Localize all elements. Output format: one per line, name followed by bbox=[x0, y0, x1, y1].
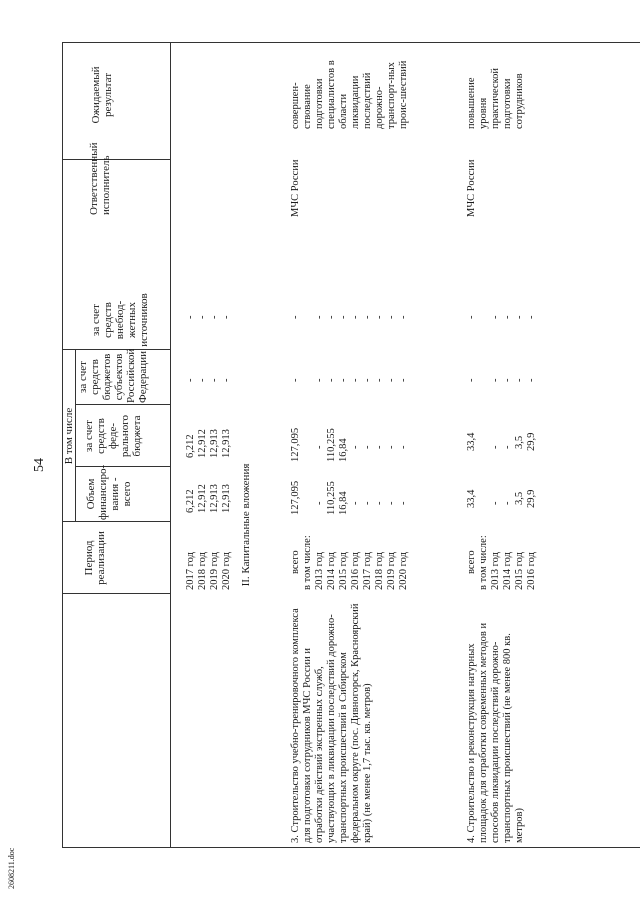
cont-federal-2: 12,912 bbox=[197, 429, 208, 458]
item3-volume-2019: - bbox=[386, 501, 397, 505]
item4-volume-total: 33,4 bbox=[466, 489, 477, 508]
col-divider-volume bbox=[62, 521, 170, 522]
item4-regional-2013: - bbox=[490, 378, 501, 382]
item4-period-incl: в том числе: bbox=[478, 535, 489, 590]
cont-regional-1: - bbox=[185, 378, 196, 382]
item4-description: 4. Строительство и реконструкция натурных площадок для отработки современных методов и способов ликвидации последствий дорожно-транспортных происшествий (не менее 800 кв. метров) bbox=[466, 622, 525, 843]
item3-regional-total: - bbox=[290, 378, 301, 382]
cont-volume-3: 12,913 bbox=[209, 484, 220, 513]
item4-executor: МЧС России bbox=[466, 159, 477, 217]
cont-extra-3: - bbox=[209, 315, 220, 319]
item4-extra-total: - bbox=[466, 315, 477, 319]
header-executor: Ответственный исполнитель bbox=[88, 142, 112, 215]
header-result: Ожидаемый результат bbox=[90, 66, 114, 124]
cont-extra-4: - bbox=[221, 315, 232, 319]
header-extra: за счет средств внебюд-жетных источников bbox=[90, 293, 150, 347]
col-divider-executor bbox=[62, 159, 170, 160]
item3-federal-2015: 16,84 bbox=[338, 438, 349, 462]
item3-volume-2015: 16,84 bbox=[338, 491, 349, 515]
item3-period-2018: 2018 год bbox=[374, 552, 385, 590]
item4-regional-total: - bbox=[466, 378, 477, 382]
item3-regional-2019: - bbox=[386, 378, 397, 382]
item3-period-2013: 2013 год bbox=[314, 552, 325, 590]
item3-volume-2014: 110,255 bbox=[326, 481, 337, 515]
header-including: В том числе bbox=[63, 407, 75, 465]
item4-extra-2013: - bbox=[490, 315, 501, 319]
header-federal: за счет средств феде-рального бюджета bbox=[83, 414, 143, 458]
item4-volume-2016: 29,9 bbox=[526, 489, 537, 508]
cont-extra-1: - bbox=[185, 315, 196, 319]
item3-extra-2017: - bbox=[362, 315, 373, 319]
cont-volume-4: 12,913 bbox=[221, 484, 232, 513]
item3-extra-2014: - bbox=[326, 315, 337, 319]
cont-period-2: 2018 год bbox=[197, 552, 208, 590]
item3-federal-total: 127,095 bbox=[290, 427, 301, 462]
header-period: Период реализации bbox=[83, 531, 107, 585]
item4-federal-2013: - bbox=[490, 445, 501, 449]
item3-federal-2014: 110,255 bbox=[326, 428, 337, 462]
col-divider-federal bbox=[75, 466, 170, 467]
item3-regional-2017: - bbox=[362, 378, 373, 382]
item3-period-total: всего bbox=[290, 550, 301, 574]
item3-extra-2015: - bbox=[338, 315, 349, 319]
item4-period-2015: 2015 год bbox=[514, 552, 525, 590]
cont-volume-2: 12,912 bbox=[197, 484, 208, 513]
item3-executor: МЧС России bbox=[290, 159, 301, 217]
item3-regional-2015: - bbox=[338, 378, 349, 382]
item4-extra-2015: - bbox=[514, 315, 525, 319]
item3-period-2016: 2016 год bbox=[350, 552, 361, 590]
item3-extra-2018: - bbox=[374, 315, 385, 319]
item3-period-2019: 2019 год bbox=[386, 552, 397, 590]
item3-federal-2019: - bbox=[386, 445, 397, 449]
item3-volume-2013: - bbox=[314, 501, 325, 505]
col-divider-period bbox=[62, 593, 170, 594]
document-id: 2608211.doc bbox=[7, 847, 16, 889]
cont-period-1: 2017 год bbox=[185, 552, 196, 590]
item4-volume-2015: 3,5 bbox=[514, 491, 525, 505]
item3-volume-total: 127,095 bbox=[290, 480, 301, 515]
item4-federal-total: 33,4 bbox=[466, 432, 477, 451]
item3-volume-2018: - bbox=[374, 501, 385, 505]
col-divider-extra bbox=[62, 349, 170, 350]
cont-regional-3: - bbox=[209, 378, 220, 382]
item4-regional-2014: - bbox=[502, 378, 513, 382]
col-divider-regional bbox=[75, 404, 170, 405]
item4-result: повышение уровня практической подготовки сотрудников bbox=[466, 67, 525, 129]
cont-regional-4: - bbox=[221, 378, 232, 382]
item3-federal-2016: - bbox=[350, 445, 361, 449]
item4-period-total: всего bbox=[466, 550, 477, 574]
item3-federal-2017: - bbox=[362, 445, 373, 449]
item3-volume-2016: - bbox=[350, 501, 361, 505]
item4-federal-2016: 29,9 bbox=[526, 432, 537, 451]
item3-regional-2018: - bbox=[374, 378, 385, 382]
item3-federal-2020: - bbox=[398, 445, 409, 449]
item3-result: совершен-ствование подготовки специалистов в области ликвидации последствий дорожно-транспорт-ных проис-шествий bbox=[290, 60, 409, 129]
item3-federal-2018: - bbox=[374, 445, 385, 449]
item3-volume-2017: - bbox=[362, 501, 373, 505]
table-right-border bbox=[62, 42, 640, 43]
page-number: 54 bbox=[32, 458, 47, 472]
item4-regional-2016: - bbox=[526, 378, 537, 382]
item3-volume-2020: - bbox=[398, 501, 409, 505]
item3-extra-total: - bbox=[290, 315, 301, 319]
header-regional: за счет средств бюджетов субъектов Российской Федерации bbox=[77, 348, 149, 403]
header-bottom-border bbox=[170, 42, 171, 848]
item4-extra-2016: - bbox=[526, 315, 537, 319]
item3-federal-2013: - bbox=[314, 445, 325, 449]
item3-period-2014: 2014 год bbox=[326, 552, 337, 590]
item4-federal-2015: 3,5 bbox=[514, 435, 525, 449]
cont-period-4: 2020 год bbox=[221, 552, 232, 590]
item3-regional-2016: - bbox=[350, 378, 361, 382]
item4-period-2016: 2016 год bbox=[526, 552, 537, 590]
item3-extra-2020: - bbox=[398, 315, 409, 319]
item4-regional-2015: - bbox=[514, 378, 525, 382]
cont-federal-3: 12,913 bbox=[209, 429, 220, 458]
item3-regional-2014: - bbox=[326, 378, 337, 382]
cont-period-3: 2019 год bbox=[209, 552, 220, 590]
item4-period-2014: 2014 год bbox=[502, 552, 513, 590]
cont-regional-2: - bbox=[197, 378, 208, 382]
item4-federal-2014: - bbox=[502, 445, 513, 449]
item3-regional-2013: - bbox=[314, 378, 325, 382]
cont-federal-4: 12,913 bbox=[221, 429, 232, 458]
item4-period-2013: 2013 год bbox=[490, 552, 501, 590]
item3-description: 3. Строительство учебно-тренировочного комплекса для подготовки сотрудников МЧС России и отработки действий экстренных служб, участвующих в ликвидации последствий дорожно-транспортных происшествий в Сибирском федеральном округе (пос. Дивногорск, Красноярский край) (не менее 1,7 тыс. кв. метров) bbox=[290, 603, 373, 843]
header-volume: Объем финансиро-вания - всего bbox=[85, 464, 133, 520]
item3-extra-2013: - bbox=[314, 315, 325, 319]
item4-volume-2013: - bbox=[490, 501, 501, 505]
item3-period-2015: 2015 год bbox=[338, 552, 349, 590]
item3-extra-2016: - bbox=[350, 315, 361, 319]
including-subheader-border bbox=[75, 350, 76, 522]
table-left-border bbox=[62, 847, 640, 848]
item3-extra-2019: - bbox=[386, 315, 397, 319]
item3-period-2017: 2017 год bbox=[362, 552, 373, 590]
section-title: II. Капитальные вложения bbox=[240, 463, 252, 587]
cont-federal-1: 6,212 bbox=[185, 434, 196, 458]
cont-volume-1: 6,212 bbox=[185, 489, 196, 513]
item3-period-2020: 2020 год bbox=[398, 552, 409, 590]
item4-extra-2014: - bbox=[502, 315, 513, 319]
item4-volume-2014: - bbox=[502, 501, 513, 505]
cont-extra-2: - bbox=[197, 315, 208, 319]
item3-period-incl: в том числе: bbox=[302, 535, 313, 590]
item3-regional-2020: - bbox=[398, 378, 409, 382]
